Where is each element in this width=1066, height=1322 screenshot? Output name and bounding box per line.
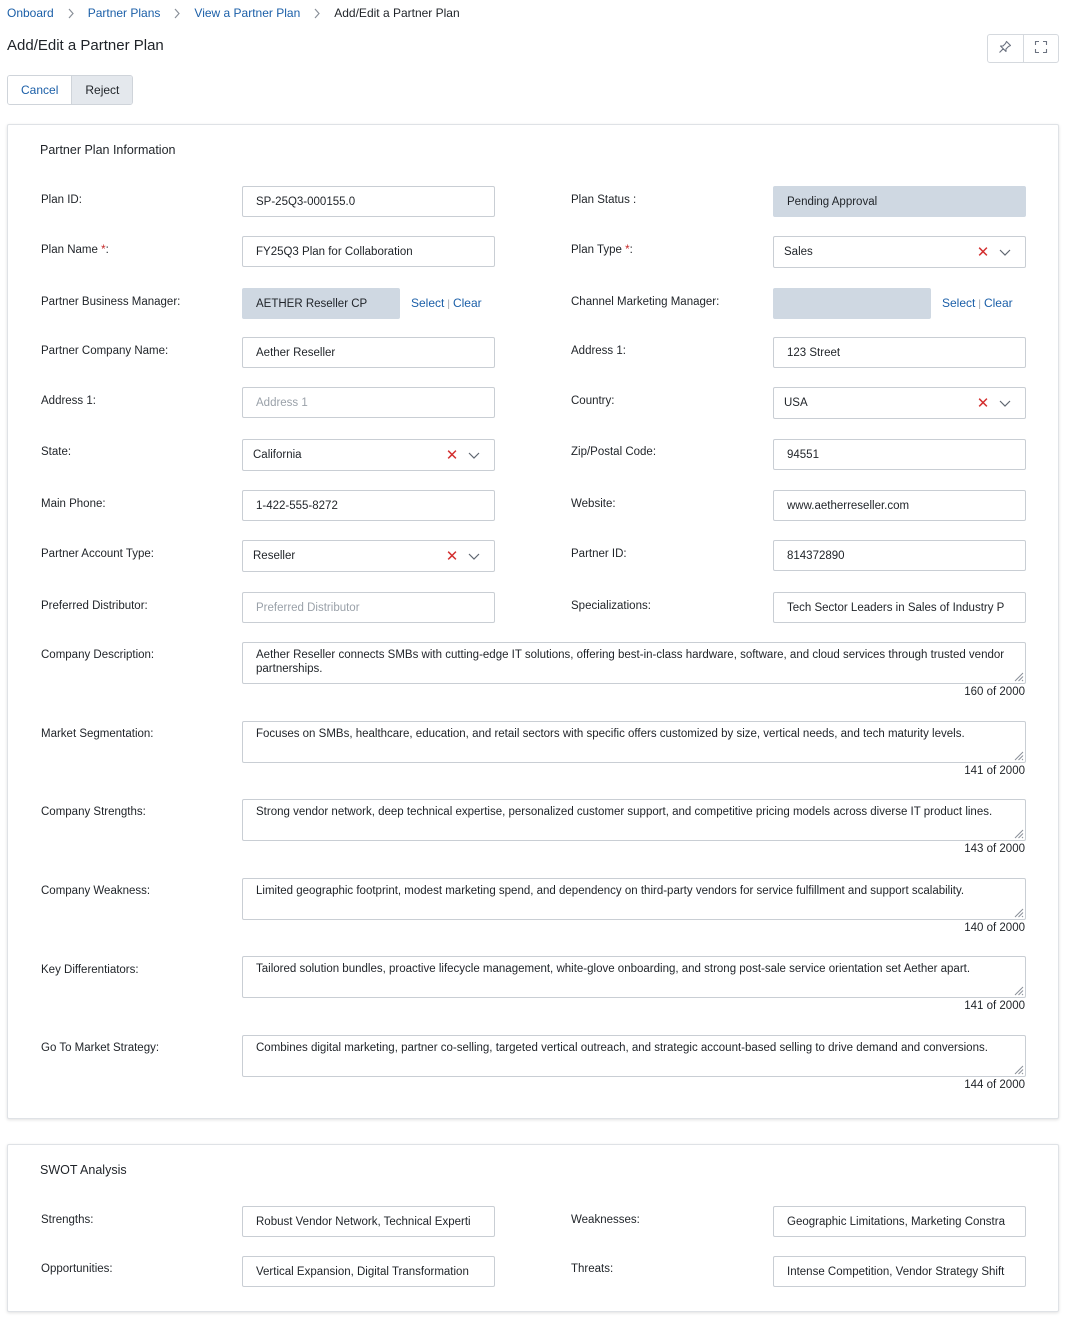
website-label: Website: [571,498,616,510]
partner-business-manager-label: Partner Business Manager: [41,296,181,308]
breadcrumb [7,5,460,21]
reject-button[interactable]: Reject [72,76,132,104]
company-strengths-label: Company Strengths: [41,806,146,818]
website-input[interactable]: www.aetherreseller.com [773,490,1026,521]
breadcrumb-partner-plans[interactable]: Partner Plans [87,6,161,20]
resize-grip-icon [1012,906,1024,918]
state-select[interactable] [242,439,495,471]
partner-account-type-value: Reseller [253,550,296,562]
partner-account-type-label: Partner Account Type: [41,548,154,560]
required-mark: * [101,244,106,256]
partner-business-manager-field: AETHER Reseller CP [242,288,400,319]
partner-plan-info-card [7,124,1059,1119]
key-differentiators-label: Key Differentiators: [41,964,139,976]
main-phone-label: Main Phone: [41,498,106,510]
plan-status-label: Plan Status : [571,194,637,206]
page-title: Add/Edit a Partner Plan [7,37,164,54]
page-tools [987,34,1059,63]
pbm-actions: Select | Clear [411,296,482,310]
resize-grip-icon [1012,984,1024,996]
plan-id-input[interactable]: SP-25Q3-000155.0 [242,186,495,217]
partner-id-label: Partner ID: [571,548,627,560]
section-title: SWOT Analysis [40,1163,127,1177]
cancel-button[interactable]: Cancel [8,76,72,104]
country-value: USA [784,397,808,409]
country-label: Country: [571,395,615,407]
chevron-right-icon [160,8,194,19]
plan-type-select[interactable] [773,236,1026,268]
zip-input[interactable]: 94551 [773,439,1026,470]
resize-grip-icon [1012,1063,1024,1075]
plan-id-label: Plan ID: [41,194,82,206]
address1-right-input[interactable]: 123 Street [773,337,1026,368]
label-suffix: : [629,244,633,256]
market-segmentation-textarea[interactable] [242,721,1026,763]
opportunities-input[interactable]: Vertical Expansion, Digital Transformation [242,1256,495,1287]
chevron-down-icon[interactable] [998,396,1012,410]
partner-id-input[interactable]: 814372890 [773,540,1026,571]
breadcrumb-current: Add/Edit a Partner Plan [334,6,460,20]
market-segmentation-text: Focuses on SMBs, healthcare, education, and retail sectors with specific offers customized by size, vertical needs, and tech maturity levels. [256,728,965,740]
resize-grip-icon [1012,670,1024,682]
company-weakness-text: Limited geographic footprint, modest marketing spend, and dependency on third-party vendors for service fulfillment and support scalability. [256,885,965,897]
state-value: California [253,449,302,461]
threats-label: Threats: [571,1263,614,1275]
strengths-label: Strengths: [41,1214,94,1226]
specializations-input[interactable]: Tech Sector Leaders in Sales of Industry P [773,592,1026,623]
weaknesses-input[interactable]: Geographic Limitations, Marketing Constra [773,1206,1026,1237]
country-select[interactable] [773,387,1026,419]
weaknesses-label: Weaknesses: [571,1214,640,1226]
breadcrumb-view-partner-plan[interactable]: View a Partner Plan [194,6,301,20]
company-description-label: Company Description: [41,649,155,661]
address1-right-label: Address 1: [571,345,626,357]
market-segmentation-label: Market Segmentation: [41,728,154,740]
chevron-down-icon[interactable] [467,448,481,462]
chevron-down-icon[interactable] [998,245,1012,259]
char-count: 140 of 2000 [964,922,1025,934]
action-buttons [7,75,133,105]
swot-analysis-card [7,1144,1059,1312]
char-count: 141 of 2000 [964,765,1025,777]
partner-company-name-label: Partner Company Name: [41,345,169,357]
key-differentiators-text: Tailored solution bundles, proactive lifecycle management, white-glove onboarding, and strong post-sale service orientation set Aether apart. [256,963,971,975]
char-count: 141 of 2000 [964,1000,1025,1012]
specializations-label: Specializations: [571,600,651,612]
char-count: 160 of 2000 [964,686,1025,698]
breadcrumb-onboard[interactable]: Onboard [7,6,54,20]
pin-icon [998,40,1012,57]
main-phone-input[interactable]: 1-422-555-8272 [242,490,495,521]
address1-left-label: Address 1: [41,395,96,407]
go-to-market-text: Combines digital marketing, partner co-selling, targeted vertical outreach, and strategic account-based selling to drive demand and conversions. [256,1042,988,1054]
plan-name-label-text: Plan Name [41,244,98,256]
company-strengths-textarea[interactable] [242,799,1026,841]
expand-button[interactable] [1023,35,1059,62]
clear-icon[interactable]: ✕ [445,548,459,565]
company-weakness-label: Company Weakness: [41,885,151,897]
go-to-market-textarea[interactable] [242,1035,1026,1077]
partner-account-type-select[interactable] [242,540,495,572]
zip-label: Zip/Postal Code: [571,446,657,458]
label-suffix: : [105,244,109,256]
company-description-text: Aether Reseller connects SMBs with cutting-edge IT solutions, offering best-in-class hardware, software, and cloud services through trusted vendor partnerships. [256,649,1005,675]
chevron-right-icon [54,8,88,19]
plan-name-label [41,244,109,256]
company-description-textarea[interactable] [242,642,1026,684]
clear-icon[interactable]: ✕ [445,447,459,464]
cmm-select-link[interactable]: Select [942,296,976,310]
char-count: 144 of 2000 [964,1079,1025,1091]
opportunities-label: Opportunities: [41,1263,113,1275]
threats-input[interactable]: Intense Competition, Vendor Strategy Shift [773,1256,1026,1287]
section-title: Partner Plan Information [40,143,176,157]
plan-type-label-text: Plan Type [571,244,622,256]
preferred-distributor-input[interactable]: Preferred Distributor [242,592,495,623]
cmm-clear-link[interactable]: Clear [983,296,1013,310]
company-strengths-text: Strong vendor network, deep technical expertise, personalized customer support, and competitive pricing models across diverse IT product lines. [256,806,993,818]
strengths-input[interactable]: Robust Vendor Network, Technical Experti [242,1206,495,1237]
pbm-select-link[interactable]: Select [411,296,445,310]
expand-icon [1034,40,1048,57]
channel-marketing-manager-label: Channel Marketing Manager: [571,296,720,308]
pin-button[interactable] [988,35,1023,62]
chevron-down-icon[interactable] [467,549,481,563]
clear-icon[interactable]: ✕ [976,395,990,412]
char-count: 143 of 2000 [964,843,1025,855]
resize-grip-icon [1012,827,1024,839]
key-differentiators-textarea[interactable] [242,956,1026,998]
pbm-clear-link[interactable]: Clear [452,296,482,310]
plan-type-value: Sales [784,246,813,258]
partner-company-name-input[interactable]: Aether Reseller [242,337,495,368]
channel-marketing-manager-field [773,288,931,319]
go-to-market-label: Go To Market Strategy: [41,1042,160,1054]
state-label: State: [41,446,72,458]
plan-type-label [571,244,633,256]
cmm-actions: Select | Clear [942,296,1013,310]
preferred-distributor-label: Preferred Distributor: [41,600,148,612]
chevron-right-icon [300,8,334,19]
address1-left-input[interactable]: Address 1 [242,387,495,418]
company-weakness-textarea[interactable] [242,878,1026,920]
plan-status-field: Pending Approval [773,186,1026,217]
required-mark: * [625,244,630,256]
resize-grip-icon [1012,749,1024,761]
plan-name-input[interactable]: FY25Q3 Plan for Collaboration [242,236,495,267]
clear-icon[interactable]: ✕ [976,244,990,261]
